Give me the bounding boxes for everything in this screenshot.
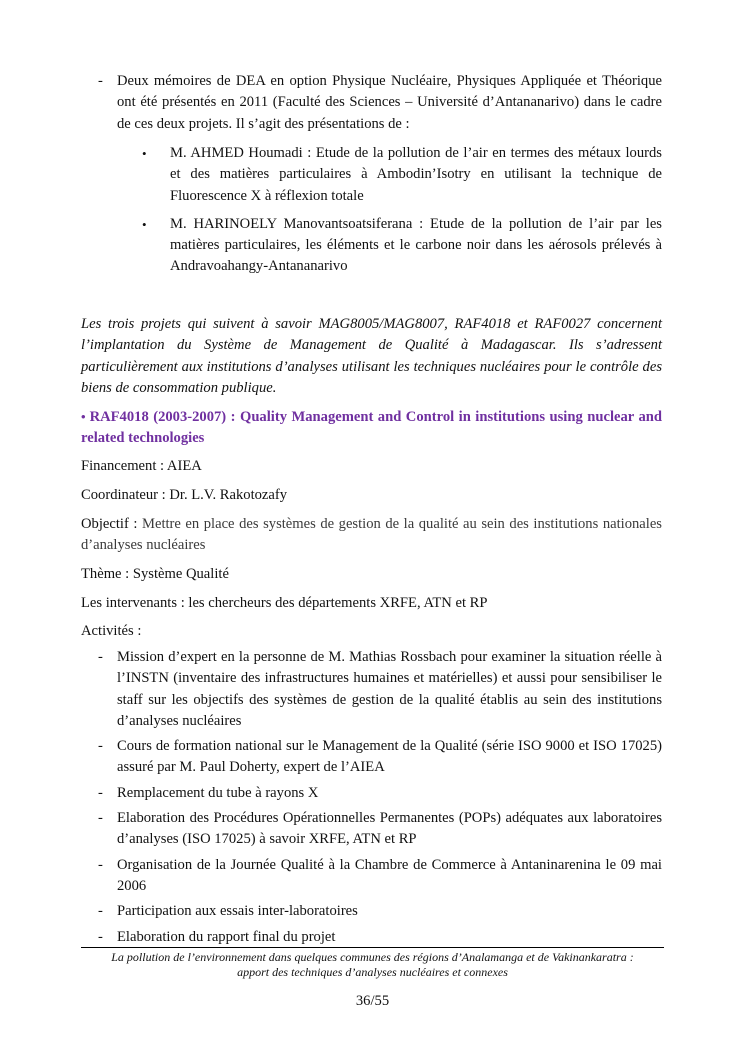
presentation-item — [81, 143, 662, 207]
dash-marker: - — [98, 784, 103, 801]
financement: Financement : AIEA — [81, 458, 202, 474]
activity-item — [81, 808, 662, 851]
dash-marker: - — [98, 903, 103, 920]
activities-list — [81, 647, 662, 948]
activity-text: Cours de formation national sur le Management de la Qualité (série ISO 9000 et ISO 17025) assuré par M. Paul Doherty, expert de l’AIEA — [117, 738, 662, 776]
objectif-label: Objectif : — [81, 516, 138, 532]
theme: Thème : Système Qualité — [81, 566, 229, 582]
intro-list — [81, 71, 662, 135]
dash-marker: - — [98, 738, 103, 755]
project-heading — [81, 406, 662, 450]
intervenants: Les intervenants : les chercheurs des départements XRFE, ATN et RP — [81, 595, 488, 611]
activity-item — [81, 901, 662, 922]
page-number: 36/55 — [355, 993, 390, 1009]
objectif — [81, 514, 662, 557]
activity-text: Remplacement du tube à rayons X — [117, 784, 319, 801]
presentation-item — [81, 214, 662, 278]
footer-caption — [81, 950, 664, 979]
dash-marker: - — [98, 810, 103, 827]
activity-text: Participation aux essais inter-laboratoires — [117, 903, 358, 920]
activity-item — [81, 736, 662, 779]
dash-marker: - — [98, 928, 103, 945]
footer-line-2: apport des techniques d’analyses nucléaires et connexes — [237, 964, 508, 979]
objectif-text: Mettre en place des systèmes de gestion de la qualité au sein des institutions nationales d’analyses nucléaires — [81, 516, 662, 554]
activity-item — [81, 927, 662, 948]
project-bullet: • — [81, 409, 86, 424]
project-title: RAF4018 (2003-2007) : Quality Management and Control in institutions using nuclear and related technologies — [81, 409, 662, 447]
activity-text: Organisation de la Journée Qualité à la Chambre de Commerce à Antaninarenina le 09 mai 2006 — [117, 856, 662, 894]
presentations-list — [81, 143, 662, 278]
presentation-text: M. AHMED Houmadi : Etude de la pollution de l’air en termes des métaux lourds et des matières particulaires à Ambodin’Isotry en utilisant la technique de Fluorescence X à réflexion totale — [170, 145, 662, 204]
intro-item-text: Deux mémoires de DEA en option Physique Nucléaire, Physiques Appliquée et Théorique ont été présentés en 2011 (Faculté des Sciences – Université d’Antananarivo) dans le cadre de ces deux projets. Il s’agit des présentations de : — [117, 73, 662, 132]
bullet-marker: • — [142, 146, 147, 161]
activity-item — [81, 647, 662, 732]
footer-line-1: La pollution de l’environnement dans quelques communes des régions d’Analamanga et de Vakinankaratra : — [111, 950, 634, 964]
activity-text: Elaboration des Procédures Opérationnelles Permanentes (POPs) adéquates aux laboratoires d’analyses (ISO 17025) à savoir XRFE, ATN et RP — [117, 810, 662, 848]
intro-item — [81, 71, 662, 135]
activity-text: Elaboration du rapport final du projet — [117, 928, 336, 945]
dash-marker: - — [98, 73, 103, 89]
dash-marker: - — [98, 856, 103, 873]
activity-item — [81, 783, 662, 804]
presentation-text: M. HARINOELY Manovantsoatsiferana : Etude de la pollution de l’air par les matières particulaires, les éléments et le carbone noir dans les aérosols prélevés à Andravoahangy-Antananarivo — [170, 215, 662, 275]
activity-text: Mission d’expert en la personne de M. Mathias Rossbach pour examiner la situation réelle à l’INSTN (inventaire des infrastructures humaines et matérielles) et aussi pour sensibiliser le staff sur les objectifs des systèmes de gestion de la qualité établis au sein des institutions d’analyses nucléaires — [117, 649, 662, 729]
footer-divider — [81, 947, 664, 948]
italic-paragraph: Les trois projets qui suivent à savoir MAG8005/MAG8007, RAF4018 et RAF0027 concernent l’implantation du Système de Management de Qualité à Madagascar. Ils s’adressent particulièrement aux institutions d’analyses utilisant les techniques nucléaires pour le contrôle des biens de consommation publique. — [81, 316, 662, 396]
dash-marker: - — [98, 649, 103, 665]
activites-label: Activités : — [81, 623, 142, 639]
coordinateur: Coordinateur : Dr. L.V. Rakotozafy — [81, 487, 288, 503]
bullet-marker: • — [142, 216, 147, 232]
activity-item — [81, 855, 662, 898]
